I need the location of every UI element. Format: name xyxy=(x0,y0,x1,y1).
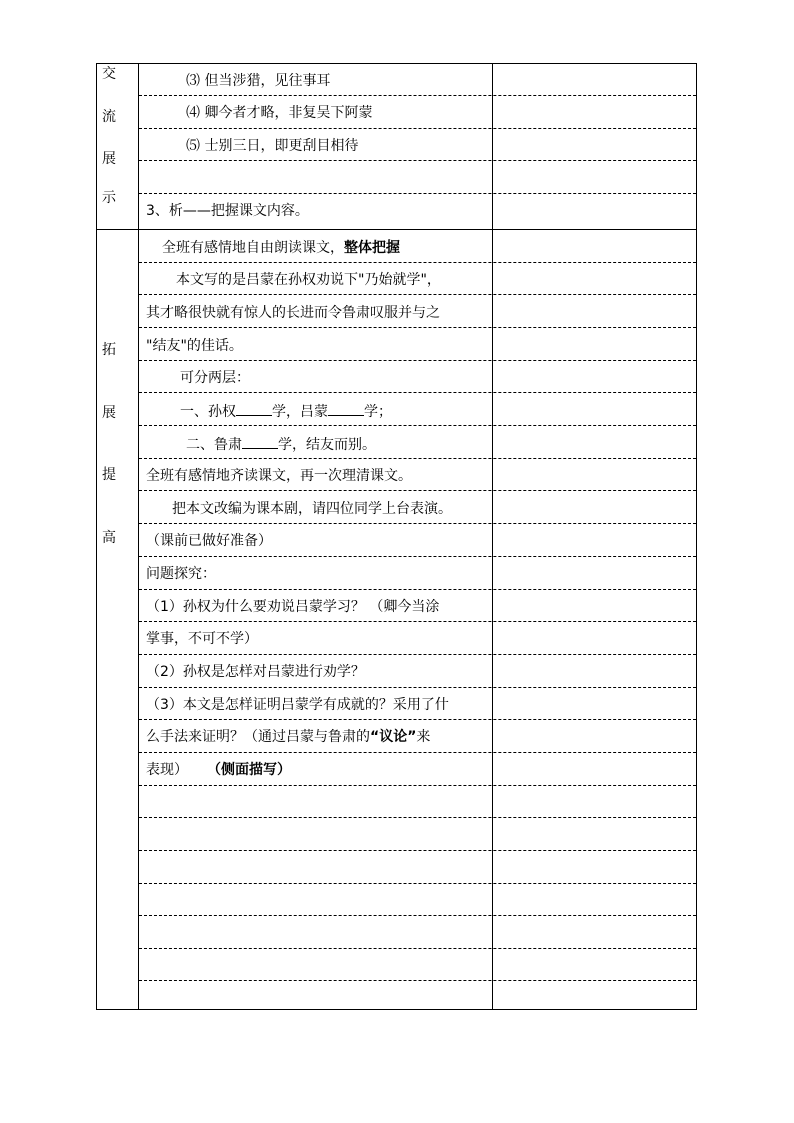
row-divider xyxy=(139,948,696,949)
line-text: 全班有感情地自由朗读课文， xyxy=(162,240,344,256)
content-line xyxy=(146,762,291,778)
row-divider xyxy=(139,752,696,753)
row-divider xyxy=(139,95,696,96)
row-divider xyxy=(139,654,696,655)
fill-in-blank xyxy=(242,436,278,449)
row-divider xyxy=(139,262,696,263)
table-right-border xyxy=(696,63,697,1010)
section2-label-char: 展 xyxy=(102,405,116,421)
section2-label-char: 拓 xyxy=(102,342,116,358)
content-line xyxy=(162,240,400,256)
content-line: ⑷ 卿今者才略，非复吴下阿蒙 xyxy=(186,105,373,121)
notes-column-divider xyxy=(492,63,493,1010)
content-line: （2）孙权是怎样对吕蒙进行劝学？ xyxy=(146,664,365,680)
content-line: 可分两层： xyxy=(180,370,250,386)
row-divider xyxy=(139,458,696,459)
row-divider xyxy=(139,523,696,524)
line-text: 二、鲁肃 xyxy=(186,437,242,453)
label-column-divider xyxy=(138,63,139,1010)
line-text: 来 xyxy=(416,729,431,745)
row-divider xyxy=(139,687,696,688)
row-divider xyxy=(139,193,696,194)
content-line xyxy=(180,403,392,420)
row-divider xyxy=(139,883,696,884)
table-bottom-border xyxy=(96,1009,696,1010)
emphasis-text: “议论” xyxy=(370,729,417,745)
row-divider xyxy=(139,490,696,491)
section2-label-char: 高 xyxy=(102,530,116,546)
row-divider xyxy=(139,160,696,161)
content-line: 问题探究： xyxy=(146,566,216,582)
row-divider xyxy=(139,425,696,426)
section1-label-char: 流 xyxy=(102,109,116,125)
section1-label-char: 交 xyxy=(102,66,116,82)
emphasis-text: 整体把握 xyxy=(344,240,400,256)
content-line: （1）孙权为什么要劝说吕蒙学习？ （卿今当涂 xyxy=(146,599,440,615)
row-divider xyxy=(139,817,696,818)
content-line: 其才略很快就有惊人的长进而令鲁肃叹服并与之 xyxy=(146,305,440,321)
section-divider xyxy=(96,229,696,230)
emphasis-text: （侧面描写） xyxy=(214,762,291,778)
section1-label-char: 展 xyxy=(102,151,116,167)
row-divider xyxy=(139,556,696,557)
row-divider xyxy=(139,294,696,295)
line-text: 学； xyxy=(364,404,392,420)
row-divider xyxy=(139,128,696,129)
row-divider xyxy=(139,915,696,916)
row-divider xyxy=(139,785,696,786)
line-text: 学，吕蒙 xyxy=(272,404,328,420)
content-line: "结友"的佳话。 xyxy=(146,338,243,354)
section2-label-char: 提 xyxy=(102,467,116,483)
line-text: 么手法来证明？（通过吕蒙与鲁肃的 xyxy=(146,729,370,745)
row-divider xyxy=(139,327,696,328)
row-divider xyxy=(139,589,696,590)
row-divider xyxy=(139,392,696,393)
content-line xyxy=(186,436,376,453)
row-divider xyxy=(139,980,696,981)
content-line: （课前已做好准备） xyxy=(146,533,272,549)
content-line: 3、析——把握课文内容。 xyxy=(146,203,309,219)
content-line: ⑶ 但当涉猎，见往事耳 xyxy=(186,73,331,89)
line-text: 表现） xyxy=(146,762,188,778)
content-line: ⑸ 士别三日，即更刮目相待 xyxy=(186,138,359,154)
line-text: 学，结友而别。 xyxy=(278,437,376,453)
fill-in-blank xyxy=(328,403,364,416)
section1-label-char: 示 xyxy=(102,190,116,206)
content-line xyxy=(146,729,430,745)
content-line: 本文写的是吕蒙在孙权劝说下"乃始就学"， xyxy=(176,272,441,288)
content-line: 全班有感情地齐读课文，再一次理清课文。 xyxy=(146,468,412,484)
row-divider xyxy=(139,850,696,851)
content-line: 把本文改编为课本剧，请四位同学上台表演。 xyxy=(172,501,452,517)
row-divider xyxy=(139,360,696,361)
line-text: 一、孙权 xyxy=(180,404,236,420)
fill-in-blank xyxy=(236,403,272,416)
table-top-border xyxy=(96,63,696,64)
content-line: （3）本文是怎样证明吕蒙学有成就的？采用了什 xyxy=(146,697,449,713)
row-divider xyxy=(139,621,696,622)
content-line: 掌事，不可不学） xyxy=(146,631,258,647)
table-left-border xyxy=(96,63,97,1010)
row-divider xyxy=(139,719,696,720)
